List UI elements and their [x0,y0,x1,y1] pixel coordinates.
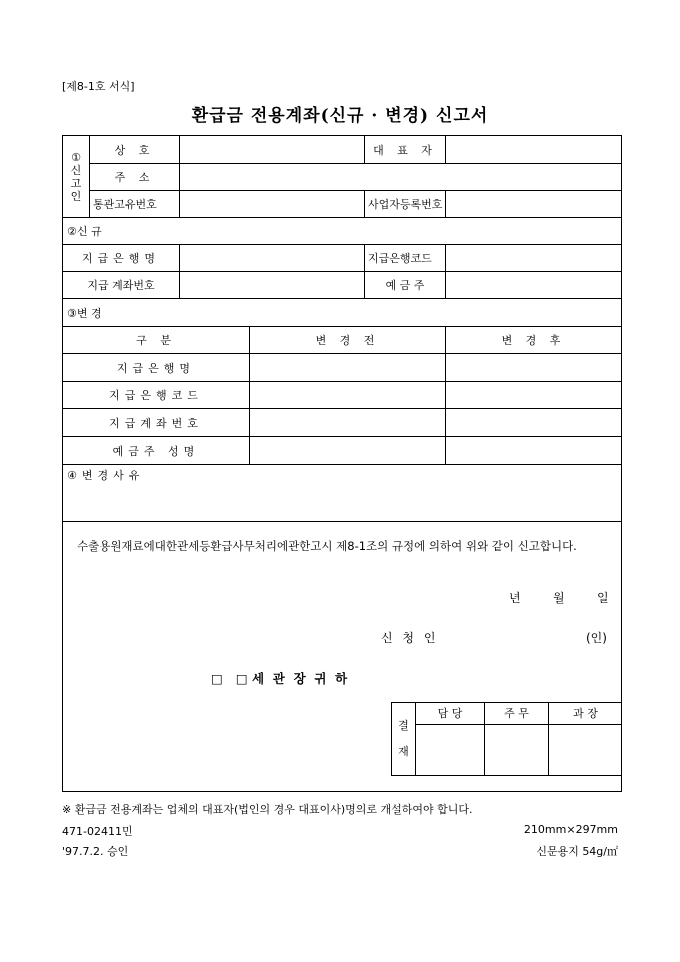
footer-paper-size: 210mm×297mm [523,823,618,836]
business-reg-label: 사업자등록번호 [365,191,446,218]
bank-name-label: 지급은행명 [63,245,180,272]
approval-header-staff: 담 당 [416,703,485,725]
change-row-label: 예금주 성명 [63,437,250,465]
change-after-field[interactable] [446,437,622,465]
bank-code-label: 지급은행코드 [365,245,446,272]
approval-header-manager: 과 장 [549,703,622,725]
depositor-field[interactable] [446,272,622,299]
date-month-label: 월 [553,591,565,605]
applicant-sign-label: 신 청 인 [381,631,439,645]
report-form [62,135,622,792]
representative-label: 대 표 자 [365,136,446,164]
approval-sign-manager[interactable] [549,725,622,776]
change-col-before: 변 경 전 [250,327,446,354]
customs-id-label: 통관고유번호 [90,191,180,218]
new-section-heading: ②신 규 [63,218,622,245]
bank-name-field[interactable] [180,245,365,272]
addressee-line: □ □ 세 관 장 귀 하 [211,671,348,686]
account-field[interactable] [180,272,365,299]
change-row-label: 지급은행명 [63,354,250,382]
footer-paper-type: 신문용지 54g/㎡ [536,845,618,858]
approval-header-chief: 주 무 [485,703,549,725]
change-before-field[interactable] [250,382,446,409]
depositor-label: 예 금 주 [365,272,446,299]
footer-form-code: 471-02411민 [62,825,133,838]
date-year-label: 년 [509,591,521,605]
footer-note: ※ 환급금 전용계좌는 업체의 대표자(법인의 경우 대표이사)명의로 개설하여야 합니다. [62,803,473,816]
representative-field[interactable] [446,136,622,164]
change-after-field[interactable] [446,354,622,382]
footer-approval-date: '97.7.2. 승인 [62,845,129,858]
business-reg-field[interactable] [446,191,622,218]
approval-label: 결 재 [392,703,416,776]
change-before-field[interactable] [250,354,446,382]
change-after-field[interactable] [446,382,622,409]
approval-sign-staff[interactable] [416,725,485,776]
change-after-field[interactable] [446,409,622,437]
change-before-field[interactable] [250,437,446,465]
declaration-block [63,522,622,792]
bank-code-field[interactable] [446,245,622,272]
page-title: 환급금 전용계좌(신규 · 변경) 신고서 [191,106,489,126]
reason-field[interactable] [63,465,622,522]
change-before-field[interactable] [250,409,446,437]
applicant-section-label: ① 신 고 인 [63,136,90,218]
date-day-label: 일 [597,591,609,605]
address-label: 주 소 [90,164,180,191]
change-row-label: 지급은행코드 [63,382,250,409]
approval-box [391,702,622,776]
change-col-after: 변 경 후 [446,327,622,354]
approval-sign-chief[interactable] [485,725,549,776]
reason-heading: ④변경사유 [67,469,145,482]
form-number: [제8-1호 서식] [62,80,135,93]
seal-mark: (인) [586,631,607,645]
customs-id-field[interactable] [180,191,365,218]
trade-name-field[interactable] [180,136,365,164]
change-col-item: 구 분 [63,327,250,354]
trade-name-label: 상 호 [90,136,180,164]
declaration-text: 수출용원재료에대한관세등환급사무처리에관한고시 제8-1조의 규정에 의하여 위와 같이 신고합니다. [77,539,577,553]
address-field[interactable] [180,164,622,191]
account-label: 지급 계좌번호 [63,272,180,299]
change-row-label: 지급계좌번호 [63,409,250,437]
change-section-heading: ③변 경 [63,299,622,327]
